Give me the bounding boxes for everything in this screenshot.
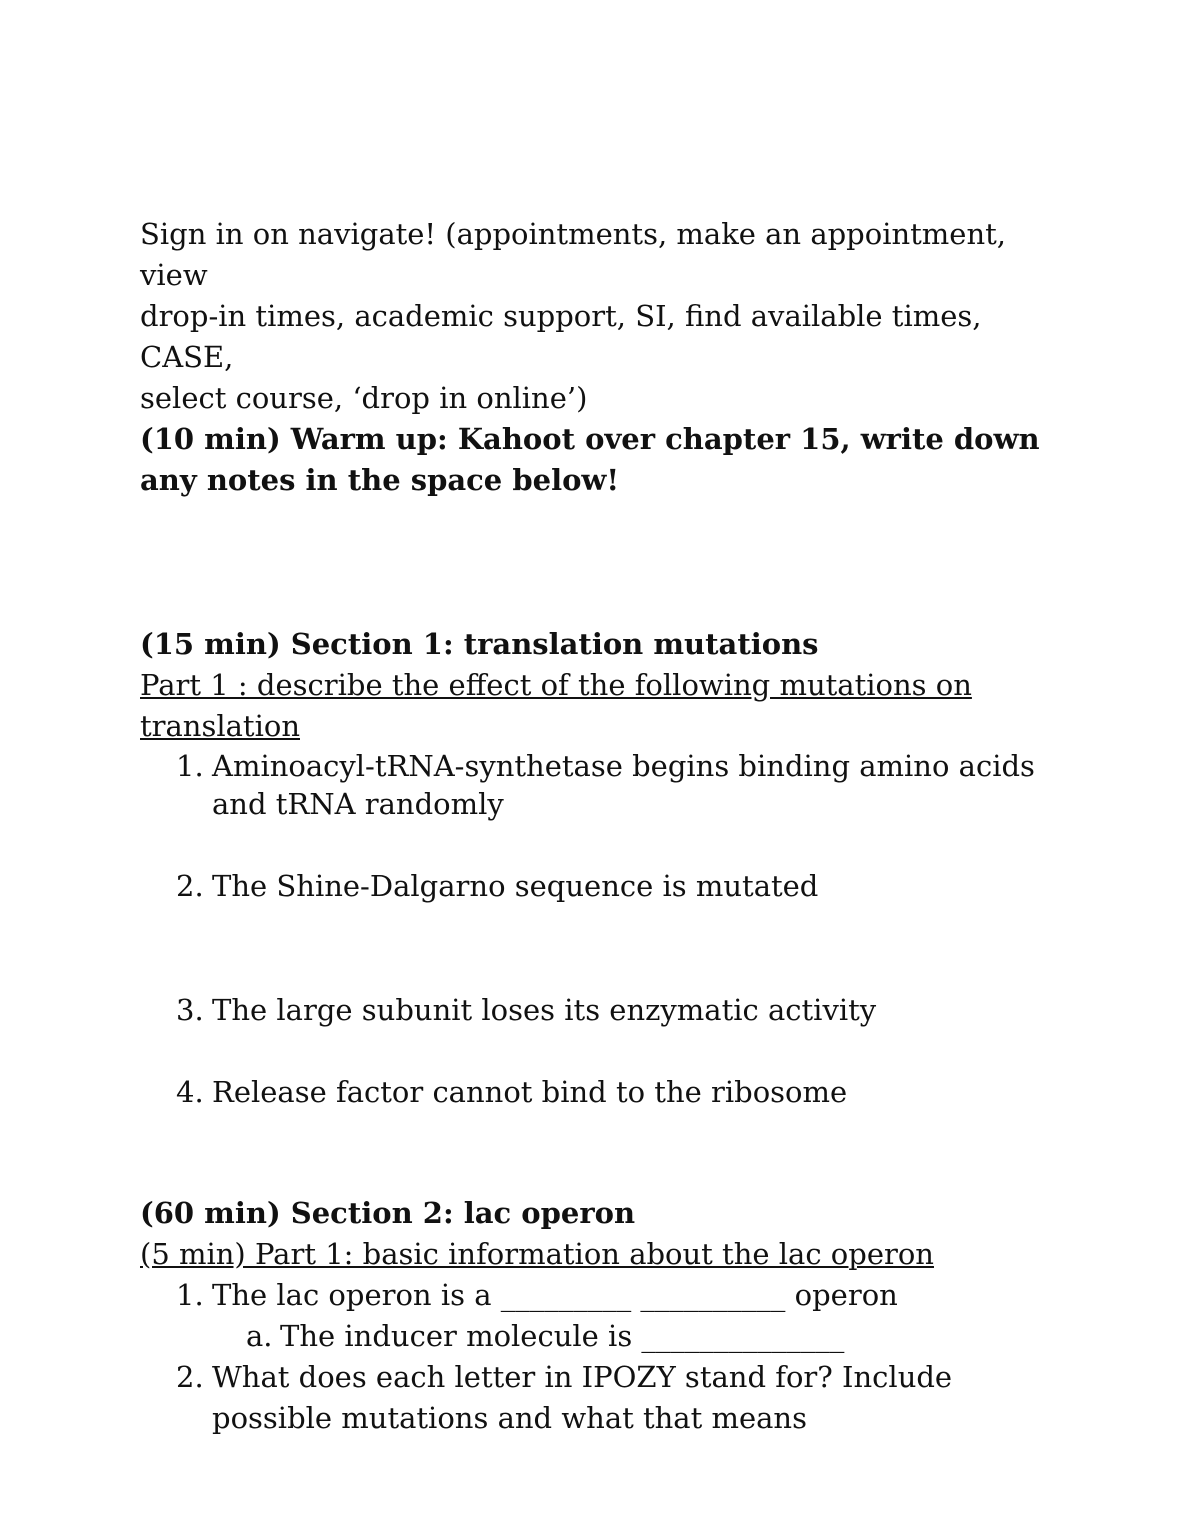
section-1-part-1-label: Part 1 : describe the effect of the following mutations on translation [140, 668, 972, 743]
intro-line-3: select course, ‘drop in online’) [140, 381, 588, 415]
question-number: 1. [176, 749, 204, 783]
question-text: The lac operon is a _________ __________ operon [212, 1278, 898, 1312]
sub-list-item [212, 1316, 1070, 1357]
list-item [140, 747, 1070, 823]
sub-question-text: The inducer molecule is ______________ [280, 1319, 845, 1353]
list-item [140, 1357, 1070, 1439]
question-text: Aminoacyl-tRNA-synthetase begins binding amino acids and tRNA randomly [212, 749, 1035, 821]
intro-instructions [140, 214, 1070, 419]
question-text: The Shine-Dalgarno sequence is mutated [212, 869, 819, 903]
section-2-part-1-label: (5 min) Part 1: basic information about the lac operon [140, 1237, 934, 1271]
translation-mutation-questions [140, 747, 1070, 1111]
section-spacer [140, 1111, 1070, 1193]
sub-question-letter: a. [246, 1319, 273, 1353]
question-number: 1. [176, 1278, 204, 1312]
question-text: The large subunit loses its enzymatic activity [212, 993, 877, 1027]
worksheet-page [140, 214, 1070, 1439]
list-item [140, 991, 1070, 1029]
list-item [140, 1073, 1070, 1111]
lac-operon-questions [140, 1275, 1070, 1439]
question-text: What does each letter in IPOZY stand for? Include possible mutations and what that means [212, 1360, 953, 1435]
sub-question-list [212, 1316, 1070, 1357]
question-number: 2. [176, 1360, 204, 1394]
question-number: 4. [176, 1075, 204, 1109]
question-number: 3. [176, 993, 204, 1027]
intro-line-1: Sign in on navigate! (appointments, make an appointment, view [140, 217, 1007, 292]
intro-line-2: drop-in times, academic support, SI, find available times, CASE, [140, 299, 982, 374]
section-1-heading: (15 min) Section 1: translation mutations [140, 627, 819, 661]
question-text: Release factor cannot bind to the ribosome [212, 1075, 848, 1109]
warmup-heading: (10 min) Warm up: Kahoot over chapter 15, write down any notes in the space below! [140, 422, 1040, 497]
section-2-heading: (60 min) Section 2: lac operon [140, 1196, 636, 1230]
notes-space [140, 501, 1070, 624]
list-item [140, 1275, 1070, 1357]
question-number: 2. [176, 869, 204, 903]
list-item [140, 867, 1070, 905]
